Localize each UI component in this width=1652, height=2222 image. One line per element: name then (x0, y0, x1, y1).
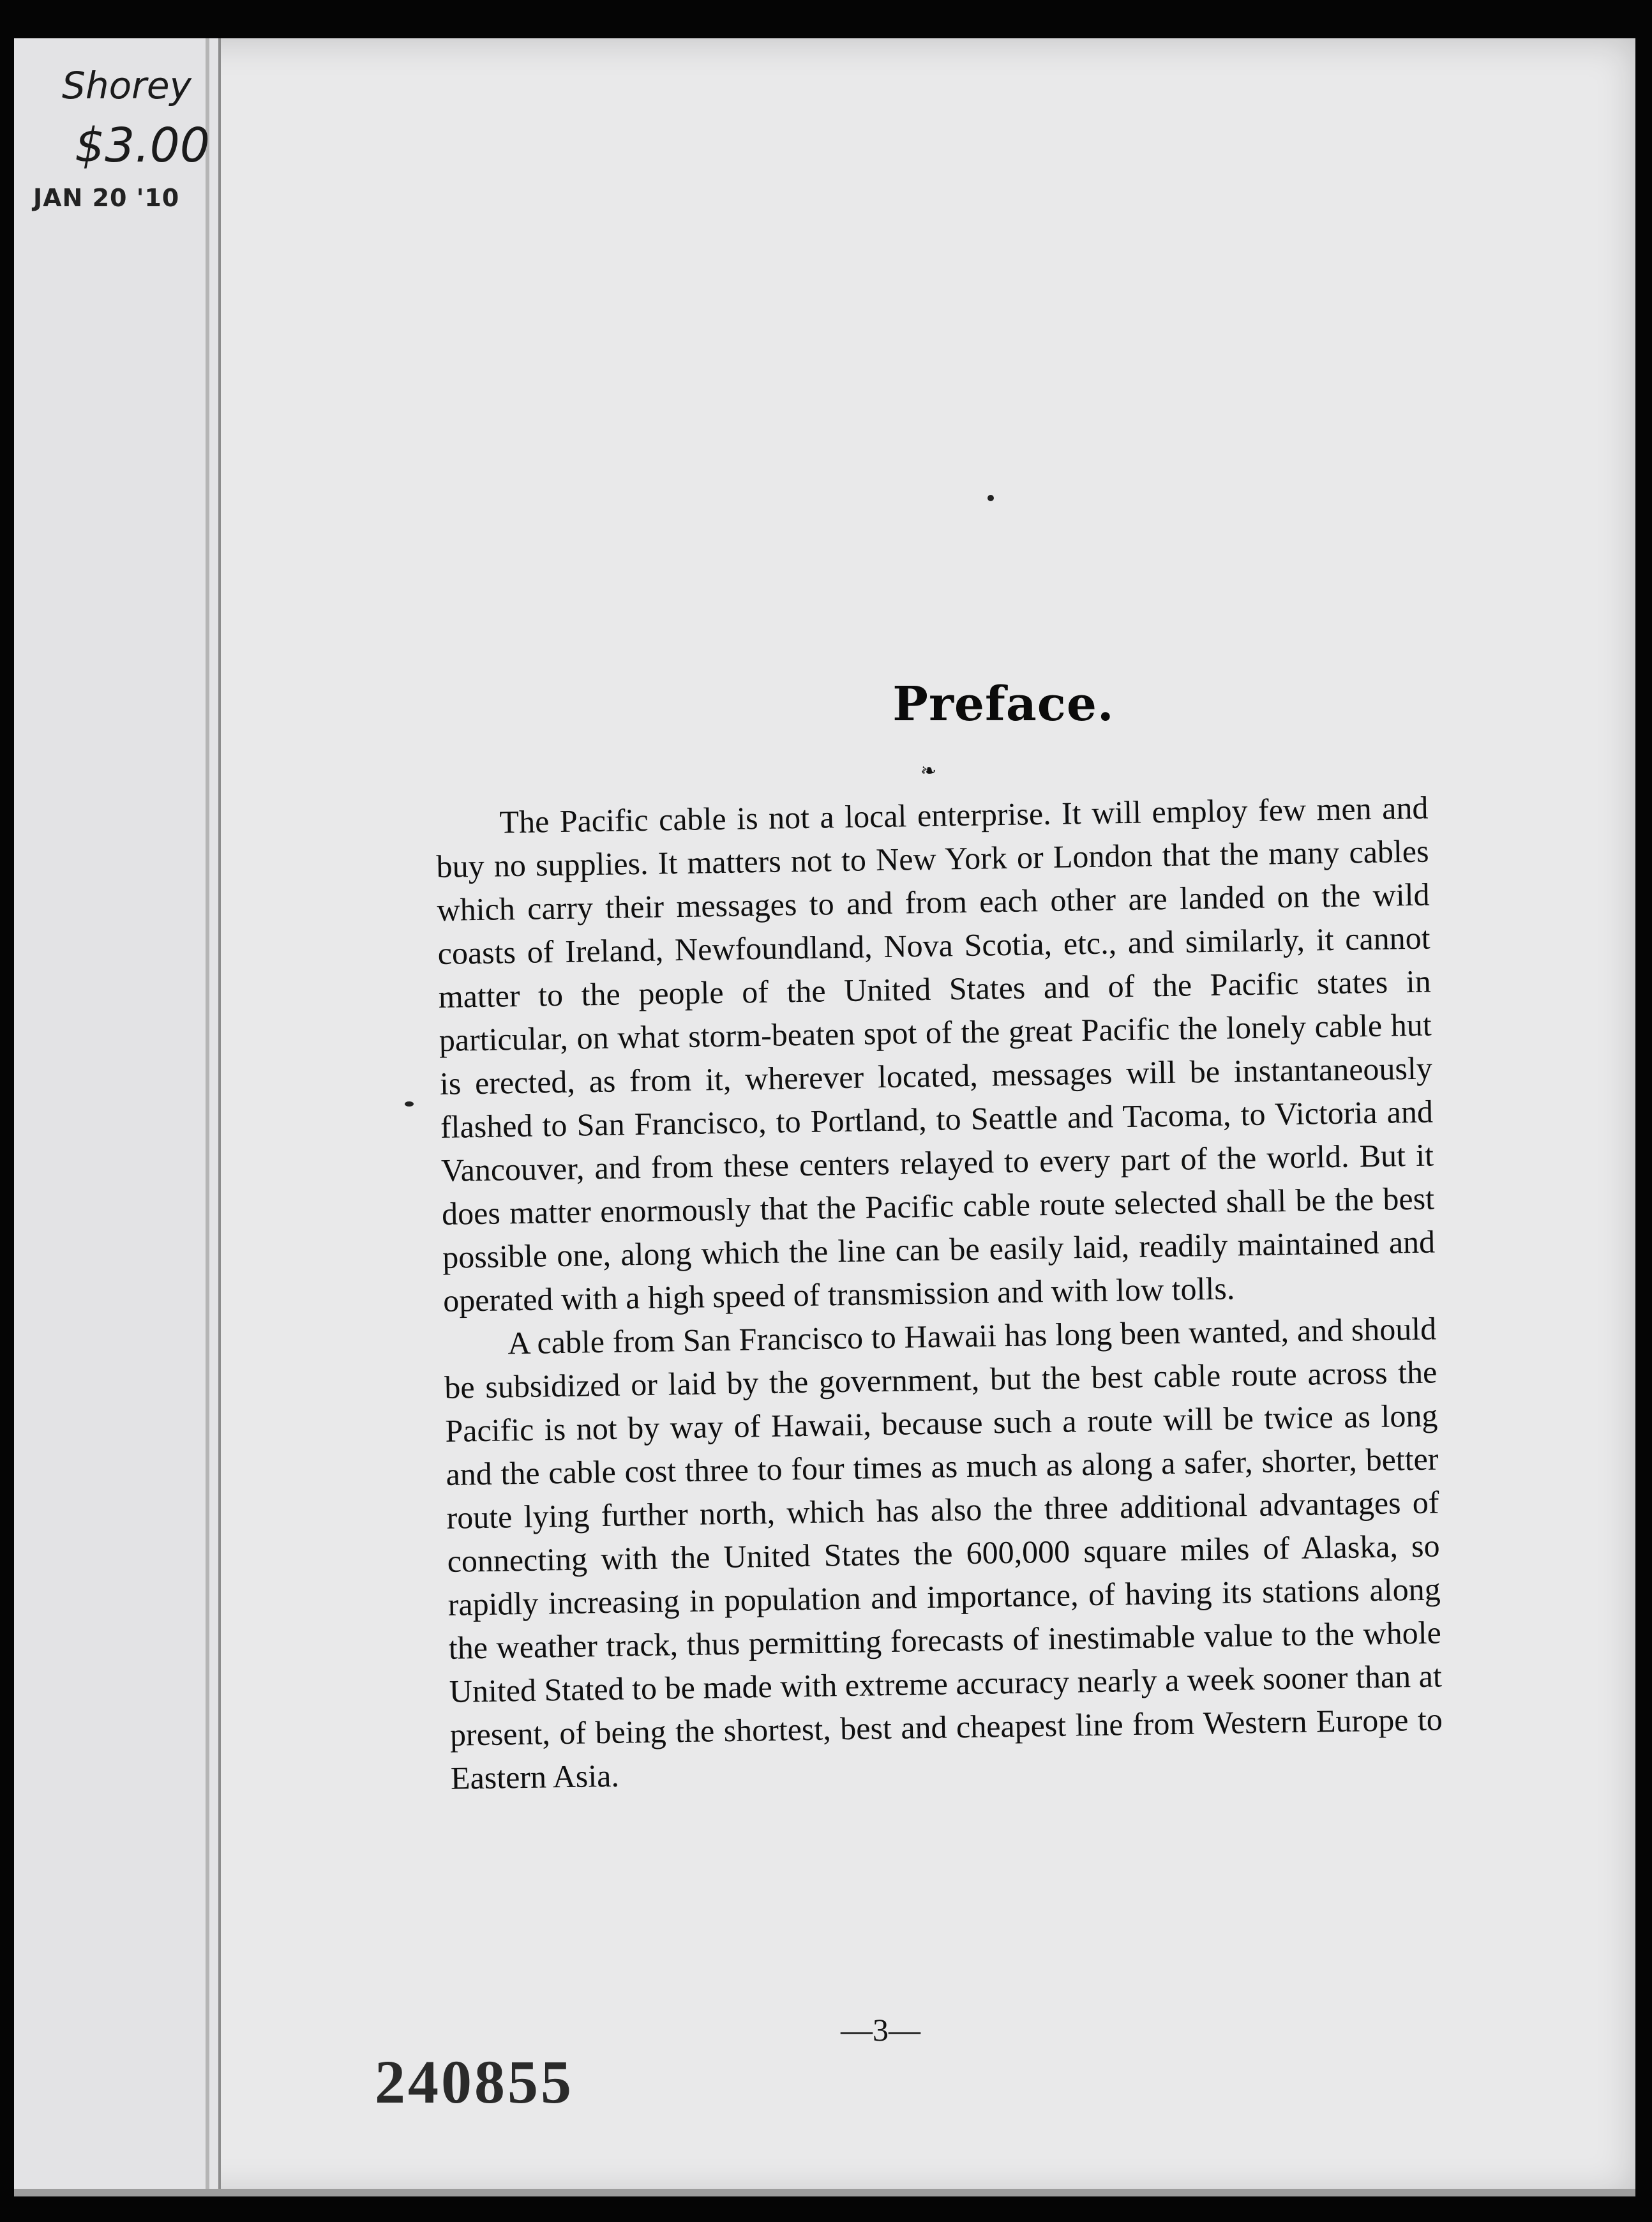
dust-speck (987, 495, 994, 501)
ornament-icon: ❧ (920, 760, 937, 782)
body-text (435, 786, 1443, 1800)
book-page (14, 38, 1635, 2196)
page-title: Preface. (892, 677, 1115, 732)
paragraph-1: The Pacific cable is not a local enterprise. It will employ few men and buy no supplies. It matters not to New York or London that the many cables which carry their messages to and from each other are landed on the wild coasts of Ireland, Newfoundland, Nova Scotia, etc., and similarly, it cannot matter to the people of the United States and of the Pacific states in particular, on what storm-beaten spot of the great Pacific the lonely cable hut is erected, as from it, wherever located, messages will be instantaneously flashed to San Francisco, to Portland, to Seattle and Tacoma, to Victoria and Vancouver, and from these centers relayed to every part of the world. But it does matter enormously that the Pacific cable route selected shall be the best possible one, along which the line can be easily laid, readily maintained and operated with a high speed of transmission and with low tolls. (436, 789, 1436, 1319)
date-stamp: JAN 20 '10 (33, 184, 180, 212)
seller-annotation: Shorey (62, 64, 191, 107)
page-bottom-edge (14, 2189, 1635, 2196)
binding-strip (14, 38, 221, 2196)
paragraph-2: A cable from San Francisco to Hawaii has long been wanted, and should be subsidized or laid by the government, but the best cable route across the Pacific is not by way of Hawaii, because such a route will be twice as long and the cable cost three to four times as much as along a safer, shorter, better route lying further north, which has also the three additional advantages of connecting with the United States the 600,000 square miles of Alaska, so rapidly increasing in population and importance, of having its stations along the weather track, thus permitting forecasts of inestimable value to the whole United Stated to be made with extreme accuracy nearly a week sooner than at present, of being the shortest, best and cheapest line from Western Europe to Eastern Asia. (444, 1310, 1443, 1796)
price-annotation: $3.00 (75, 118, 210, 173)
dust-speck (405, 1101, 414, 1107)
binding-fold (206, 38, 209, 2196)
page-number: —3— (841, 2012, 920, 2048)
accession-number: 240855 (375, 2048, 574, 2116)
